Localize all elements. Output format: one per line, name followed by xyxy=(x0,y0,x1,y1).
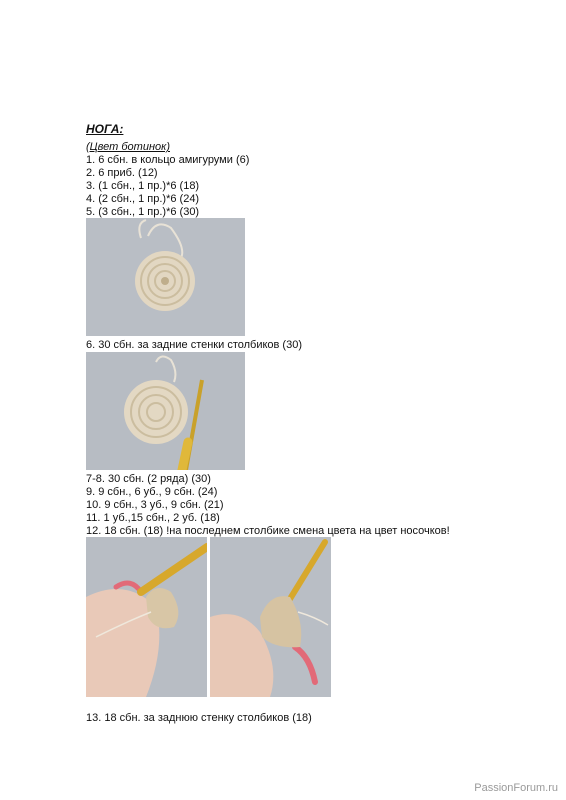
photo-crochet-cup-hand-right xyxy=(210,537,331,697)
step-line: 7-8. 30 сбн. (2 ряда) (30) xyxy=(86,473,211,485)
watermark: PassionForum.ru xyxy=(474,782,558,794)
step-line: 4. (2 сбн., 1 пр.)*6 (24) xyxy=(86,193,200,205)
step-line: 13. 18 сбн. за заднюю стенку столбиков (18) xyxy=(86,712,312,724)
step-line: 9. 9 сбн., 6 уб., 9 сбн. (24) xyxy=(86,486,218,498)
section-title: НОГА: xyxy=(86,122,124,136)
step-line: 11. 1 уб.,15 сбн., 2 уб. (18) xyxy=(86,512,220,524)
step-line: 2. 6 приб. (12) xyxy=(86,167,158,179)
step-line: 3. (1 сбн., 1 пр.)*6 (18) xyxy=(86,180,200,192)
step-line: 1. 6 сбн. в кольцо амигуруми (6) xyxy=(86,154,250,166)
photo-crochet-cup-hand-left xyxy=(86,537,207,697)
step-line: 5. (3 сбн., 1 пр.)*6 (30) xyxy=(86,206,200,218)
photo-crochet-circle-with-hook xyxy=(86,352,245,470)
section-subtitle: (Цвет ботинок) xyxy=(86,141,170,153)
step-line: 12. 18 сбн. (18) !на последнем столбике смена цвета на цвет носочков! xyxy=(86,525,450,537)
step-line: 10. 9 сбн., 3 уб., 9 сбн. (21) xyxy=(86,499,224,511)
step-line: 6. 30 сбн. за задние стенки столбиков (30) xyxy=(86,339,302,351)
photo-crochet-flat-circle xyxy=(86,218,245,336)
